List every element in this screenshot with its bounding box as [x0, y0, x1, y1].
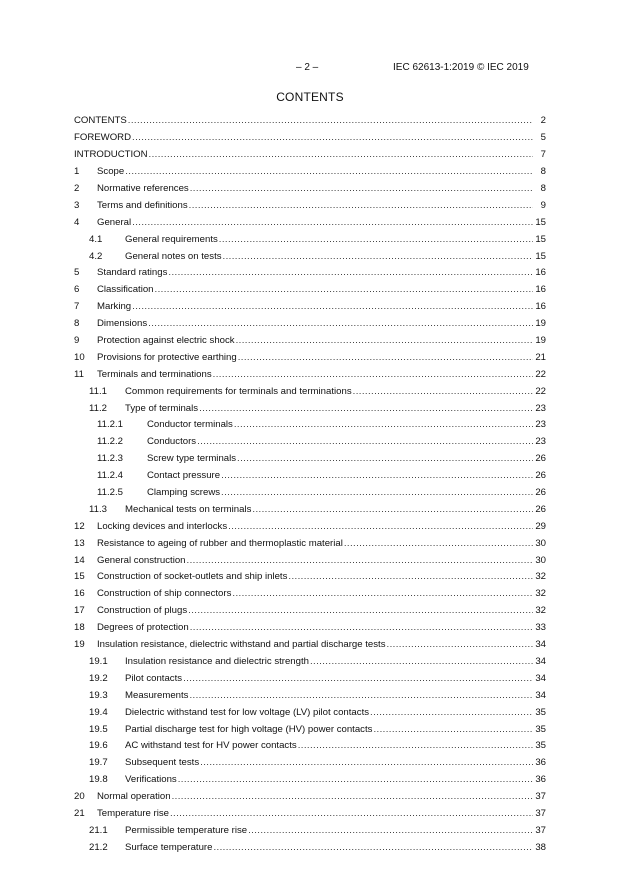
toc-entry-title: Pilot contacts	[125, 672, 183, 684]
toc-entry[interactable]	[74, 366, 546, 383]
toc-entry[interactable]	[74, 349, 546, 366]
toc-entry-page: 26	[535, 453, 546, 465]
dot-leader	[155, 284, 533, 296]
dot-leader	[200, 757, 533, 769]
toc-entry-number: 11.2.4	[97, 470, 123, 482]
toc-entry[interactable]	[74, 164, 546, 181]
toc-entry[interactable]	[74, 130, 546, 147]
toc-entry-page: 8	[540, 183, 546, 194]
toc-entry-number: 13	[74, 537, 85, 549]
toc-entry-number: 11.2.5	[97, 487, 123, 499]
toc-entry-title: Conductor terminals	[147, 419, 233, 431]
dot-leader	[219, 234, 533, 246]
toc-entry-number: 14	[74, 554, 85, 566]
dot-leader	[189, 200, 533, 212]
toc-entry-title: Dimensions	[97, 318, 148, 330]
toc-entry-title: General	[97, 216, 132, 228]
toc-entry[interactable]	[74, 738, 546, 755]
toc-entry-page: 15	[535, 216, 546, 228]
toc-entry-number: 11.2.2	[97, 436, 123, 448]
dot-leader	[183, 673, 533, 685]
dot-leader	[168, 267, 533, 279]
toc-entry[interactable]	[74, 113, 546, 130]
toc-entry-number: 11.2.3	[97, 453, 123, 465]
toc-entry-page: 32	[535, 588, 546, 600]
toc-entry[interactable]	[74, 282, 546, 299]
toc-entry[interactable]	[74, 620, 546, 637]
toc-entry-page: 16	[535, 284, 546, 296]
toc-entry[interactable]	[74, 434, 546, 451]
toc-entry-page: 37	[535, 824, 546, 836]
toc-entry-page: 22	[535, 368, 546, 380]
dot-leader	[197, 436, 533, 448]
standard-reference: IEC 62613-1:2019 © IEC 2019	[393, 62, 529, 73]
toc-entry-page: 34	[535, 689, 546, 701]
dot-leader	[223, 251, 533, 263]
toc-entry[interactable]	[74, 687, 546, 704]
dot-leader	[238, 352, 533, 364]
dot-leader	[188, 605, 533, 617]
toc-entry-number: 21	[74, 807, 85, 819]
toc-entry[interactable]	[74, 248, 546, 265]
toc-entry-title: Surface temperature	[125, 841, 213, 853]
dot-leader	[213, 842, 533, 854]
toc-entry-number: 6	[74, 284, 80, 296]
toc-entry[interactable]	[74, 789, 546, 806]
dot-leader	[248, 825, 533, 837]
toc-entry[interactable]	[74, 451, 546, 468]
toc-entry-page: 32	[535, 571, 546, 583]
toc-entry-title: Mechanical tests on terminals	[125, 503, 252, 515]
toc-entry-number: 11.2	[89, 402, 107, 414]
toc-entry-page: 23	[535, 402, 546, 414]
toc-entry[interactable]	[74, 485, 546, 502]
toc-entry-title: Subsequent tests	[125, 757, 200, 769]
toc-entry-title: Temperature rise	[97, 807, 169, 819]
toc-entry-page: 8	[540, 166, 546, 178]
toc-entry-title: Clamping screws	[147, 487, 221, 499]
toc-entry[interactable]	[74, 265, 546, 282]
toc-entry[interactable]	[74, 603, 546, 620]
toc-entry-number: 7	[74, 301, 80, 313]
toc-entry-number: 20	[74, 791, 85, 803]
toc-entry-page: 34	[535, 672, 546, 684]
dot-leader	[237, 453, 533, 465]
toc-entry-page: 30	[535, 537, 546, 549]
toc-entry-number: 10	[74, 351, 85, 363]
toc-entry-number: 11.3	[89, 503, 107, 515]
toc-entry-page: 9	[540, 199, 546, 211]
toc-entry-page: 26	[535, 470, 546, 482]
table-of-contents	[74, 113, 546, 856]
dot-leader	[234, 419, 533, 431]
toc-entry-title: Construction of plugs	[97, 605, 188, 617]
toc-entry-number: 4	[74, 216, 80, 228]
toc-entry-title: Conductors	[147, 436, 197, 448]
toc-entry-title: CONTENTS	[74, 115, 127, 127]
toc-entry-title: Insulation resistance and dielectric strength	[125, 655, 309, 667]
dot-leader	[190, 183, 533, 195]
toc-entry-page: 15	[535, 250, 546, 262]
toc-entry-number: 19	[74, 639, 85, 651]
toc-entry[interactable]	[74, 654, 546, 671]
toc-entry-title: Resistance to ageing of rubber and thermoplastic material	[97, 537, 343, 549]
toc-entry-number: 15	[74, 571, 85, 583]
toc-entry[interactable]	[74, 772, 546, 789]
toc-entry-title: Construction of ship connectors	[97, 588, 232, 600]
toc-entry-number: 2	[74, 183, 80, 194]
toc-entry-title: General requirements	[125, 233, 218, 245]
toc-entry-page: 38	[535, 841, 546, 853]
dot-leader	[236, 335, 533, 347]
toc-entry[interactable]	[74, 670, 546, 687]
toc-entry-title: Terminals and terminations	[97, 368, 212, 380]
dot-leader	[288, 571, 533, 583]
toc-entry-title: Standard ratings	[97, 267, 168, 279]
toc-entry-page: 19	[535, 318, 546, 330]
toc-entry-number: 19.5	[89, 723, 108, 735]
toc-entry[interactable]	[74, 518, 546, 535]
toc-entry[interactable]	[74, 468, 546, 485]
toc-entry-number: 4.1	[89, 233, 103, 245]
toc-entry[interactable]	[74, 637, 546, 654]
toc-entry-number: 8	[74, 318, 80, 330]
dot-leader	[199, 403, 533, 415]
toc-entry-title: Normal operation	[97, 791, 171, 803]
toc-entry-title: Screw type terminals	[147, 453, 237, 465]
page-number: – 2 –	[296, 62, 319, 73]
toc-entry-number: 5	[74, 267, 80, 279]
toc-entry-title: Measurements	[125, 689, 189, 701]
toc-entry-page: 29	[535, 520, 546, 532]
toc-entry-number: 19.4	[89, 706, 108, 718]
dot-leader	[128, 115, 533, 127]
toc-entry-page: 35	[535, 706, 546, 718]
dot-leader	[373, 724, 533, 736]
toc-entry-page: 21	[535, 351, 546, 363]
toc-entry-page: 19	[535, 335, 546, 347]
toc-entry-page: 36	[535, 757, 546, 769]
toc-entry-number: 17	[74, 605, 85, 617]
toc-entry-title: General construction	[97, 554, 186, 566]
dot-leader	[132, 132, 533, 144]
toc-entry-page: 16	[535, 267, 546, 279]
toc-entry[interactable]	[74, 214, 546, 231]
dot-leader	[232, 588, 533, 600]
toc-entry-title: FOREWORD	[74, 132, 132, 144]
toc-entry-number: 21.2	[89, 841, 108, 853]
toc-entry-page: 26	[535, 487, 546, 499]
dot-leader	[252, 504, 533, 516]
dot-leader	[344, 538, 533, 550]
toc-entry[interactable]	[74, 704, 546, 721]
toc-entry-title: AC withstand test for HV power contacts	[125, 740, 297, 752]
toc-entry-page: 37	[535, 807, 546, 819]
toc-entry[interactable]	[74, 383, 546, 400]
toc-entry-page: 33	[535, 622, 546, 634]
toc-entry[interactable]	[74, 417, 546, 434]
dot-leader	[221, 487, 533, 499]
toc-entry-number: 12	[74, 520, 85, 532]
toc-entry-title: Protection against electric shock	[97, 335, 235, 347]
toc-entry[interactable]	[74, 231, 546, 248]
toc-entry-title: Terms and definitions	[97, 199, 188, 211]
toc-entry-number: 19.7	[89, 757, 108, 769]
toc-entry-title: Dielectric withstand test for low voltage (LV) pilot contacts	[125, 706, 370, 718]
toc-entry-number: 19.3	[89, 689, 108, 701]
toc-entry-page: 22	[535, 385, 546, 397]
toc-entry[interactable]	[74, 181, 546, 198]
toc-entry-title: Common requirements for terminals and terminations	[125, 385, 352, 397]
toc-entry-title: Partial discharge test for high voltage (HV) power contacts	[125, 723, 373, 735]
toc-entry-title: Provisions for protective earthing	[97, 351, 237, 363]
toc-entry-number: 19.8	[89, 774, 108, 786]
toc-entry-page: 35	[535, 740, 546, 752]
toc-entry-page: 36	[535, 774, 546, 786]
toc-entry[interactable]	[74, 147, 546, 164]
toc-entry-number: 1	[74, 166, 80, 178]
dot-leader	[125, 166, 533, 178]
toc-entry-number: 19.2	[89, 672, 108, 684]
page-title: CONTENTS	[276, 90, 344, 104]
toc-entry[interactable]	[74, 501, 546, 518]
dot-leader	[170, 808, 533, 820]
toc-entry-page: 7	[540, 149, 546, 161]
toc-entry[interactable]	[74, 569, 546, 586]
toc-entry-page: 37	[535, 791, 546, 803]
toc-entry-page: 32	[535, 605, 546, 617]
dot-leader	[132, 217, 533, 229]
toc-entry[interactable]	[74, 299, 546, 316]
toc-entry[interactable]	[74, 333, 546, 350]
dot-leader	[187, 555, 533, 567]
dot-leader	[190, 622, 533, 634]
toc-entry-title: Insulation resistance, dielectric withstand and partial discharge tests	[97, 639, 386, 651]
dot-leader	[370, 707, 533, 719]
toc-entry[interactable]	[74, 839, 546, 856]
toc-entry-number: 11.2.1	[97, 419, 123, 431]
toc-entry-title: Locking devices and interlocks	[97, 520, 228, 532]
toc-entry-number: 19.1	[89, 655, 108, 667]
toc-entry-title: Degrees of protection	[97, 622, 189, 634]
toc-entry-number: 11	[74, 368, 84, 380]
dot-leader	[310, 656, 533, 668]
toc-entry-title: INTRODUCTION	[74, 149, 148, 161]
dot-leader	[387, 639, 534, 651]
toc-entry[interactable]	[74, 721, 546, 738]
dot-leader	[132, 301, 533, 313]
dot-leader	[178, 774, 533, 786]
toc-entry-title: Permissible temperature rise	[125, 824, 248, 836]
dot-leader	[221, 470, 533, 482]
toc-entry-number: 9	[74, 335, 80, 347]
toc-entry-page: 16	[535, 301, 546, 313]
toc-entry-number: 21.1	[89, 824, 108, 836]
toc-entry-title: General notes on tests	[125, 250, 222, 262]
toc-entry[interactable]	[74, 535, 546, 552]
toc-entry-title: Contact pressure	[147, 470, 221, 482]
toc-entry-page: 23	[535, 436, 546, 448]
toc-entry-title: Classification	[97, 284, 154, 296]
dot-leader	[172, 791, 533, 803]
toc-entry-number: 19.6	[89, 740, 108, 752]
toc-entry-number: 18	[74, 622, 85, 634]
toc-entry-number: 11.1	[89, 385, 107, 397]
toc-entry[interactable]	[74, 755, 546, 772]
toc-entry-page: 5	[540, 132, 546, 144]
toc-entry-title: Verifications	[125, 774, 177, 786]
toc-entry-number: 4.2	[89, 250, 103, 262]
dot-leader	[298, 740, 533, 752]
toc-entry[interactable]	[74, 822, 546, 839]
toc-entry-title: Construction of socket-outlets and ship inlets	[97, 571, 288, 583]
toc-entry[interactable]	[74, 316, 546, 333]
dot-leader	[228, 521, 533, 533]
toc-entry[interactable]	[74, 586, 546, 603]
toc-entry-title: Marking	[97, 301, 132, 313]
dot-leader	[353, 386, 533, 398]
toc-entry[interactable]	[74, 806, 546, 823]
dot-leader	[149, 149, 533, 161]
toc-entry-page: 34	[535, 639, 546, 651]
toc-entry-title: Type of terminals	[125, 402, 199, 414]
toc-entry-number: 3	[74, 199, 80, 211]
toc-entry[interactable]	[74, 197, 546, 214]
toc-entry-page: 35	[535, 723, 546, 735]
toc-entry[interactable]	[74, 552, 546, 569]
dot-leader	[189, 690, 533, 702]
toc-entry-title: Normative references	[97, 183, 189, 194]
toc-entry-number: 16	[74, 588, 85, 600]
toc-entry-page: 23	[535, 419, 546, 431]
toc-entry-title: Scope	[97, 166, 125, 178]
toc-entry-page: 30	[535, 554, 546, 566]
toc-entry-page: 34	[535, 655, 546, 667]
toc-entry-page: 26	[535, 503, 546, 515]
toc-entry-page: 15	[535, 233, 546, 245]
toc-entry[interactable]	[74, 400, 546, 417]
dot-leader	[213, 369, 533, 381]
dot-leader	[148, 318, 533, 330]
toc-entry-page: 2	[540, 115, 546, 127]
